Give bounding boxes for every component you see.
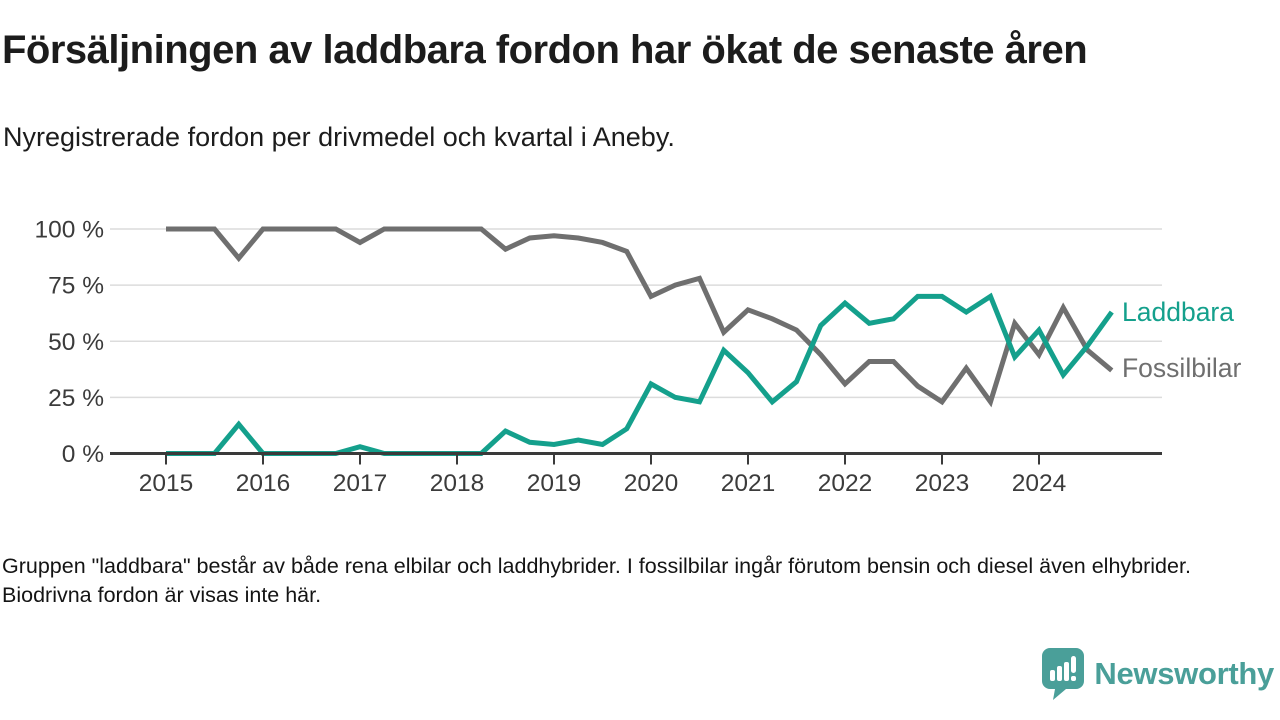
y-tick-label: 0 % <box>61 441 104 468</box>
x-tick-label: 2022 <box>817 470 873 497</box>
x-tick-label: 2017 <box>332 470 388 497</box>
legend-fossilbilar: Fossilbilar <box>1122 353 1242 383</box>
chart-subtitle: Nyregistrerade fordon per drivmedel och kvartal i Aneby. <box>3 122 675 152</box>
gridlines <box>110 229 1162 397</box>
y-tick-label: 75 % <box>48 272 104 300</box>
newsworthy-logo-icon <box>1042 648 1084 700</box>
x-tick-label: 2020 <box>623 470 679 497</box>
x-tick-label: 2021 <box>720 470 776 497</box>
y-tick-label: 25 % <box>48 384 104 412</box>
x-tick-label: 2023 <box>914 470 970 497</box>
chart-title: Försäljningen av laddbara fordon har ökat de senaste åren <box>2 28 1088 72</box>
x-tick-label: 2019 <box>526 470 582 497</box>
x-tick-label: 2015 <box>138 470 194 497</box>
newsworthy-logo <box>1042 648 1274 700</box>
y-tick-label: 100 % <box>34 216 104 244</box>
x-tick-label: 2016 <box>235 470 291 497</box>
x-tick-label: 2024 <box>1011 470 1067 497</box>
y-tick-label: 50 % <box>48 328 104 356</box>
newsworthy-logo-text: Newsworthy <box>1094 656 1274 691</box>
footnote: Gruppen "laddbara" består av både rena elbilar och laddhybrider. I fossilbilar ingår förutom bensin och diesel även elhybrider. Biodrivna fordon är visas inte här. <box>2 554 1191 608</box>
x-tick-label: 2018 <box>429 470 485 497</box>
series-line-fossilbilar <box>166 229 1112 402</box>
legend-laddbara: Laddbara <box>1122 297 1234 327</box>
